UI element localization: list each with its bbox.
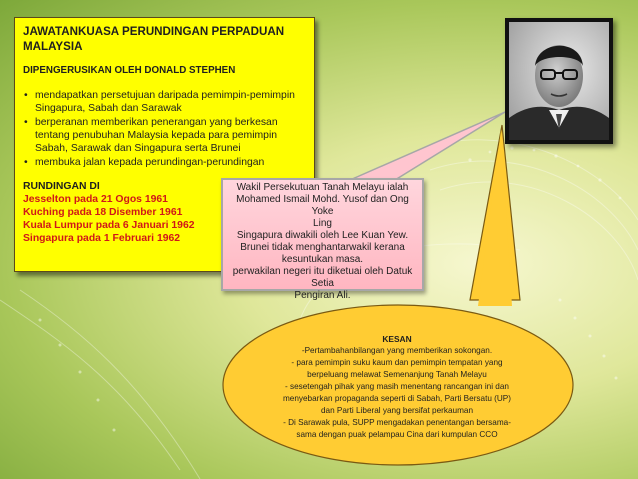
callout-line: kesuntukan masa. [281,254,364,265]
callout-line: Singapura diwakili oleh Lee Kuan Yew. [236,230,409,241]
portrait-image [505,18,613,144]
kesan-line: berpeluang melawat Semenanjung Tanah Melayu [307,370,487,379]
callout-line: Ling [313,218,332,229]
callout-line: Brunei tidak menghantarwakil kerana [240,242,405,253]
committee-chair: DIPENGERUSIKAN OLEH DONALD STEPHEN [23,65,236,76]
callout-line: Wakil Persekutuan Tanah Melayu ialah [236,182,409,193]
kesan-line: dan Parti Liberal yang bersifat perkauman [320,406,473,415]
list-item: • mendapatkan persetujuan daripada pemimpin-pemimpin Singapura, Sabah dan Sarawak [35,89,308,115]
kesan-line: menyebarkan propaganda seperti di Sabah, Parti Bersatu (UP) [282,394,511,403]
committee-title: JAWATANKUASA PERUNDINGAN PERPADUAN MALAYSIA [23,25,285,53]
list-item: • membuka jalan kepada perundingan-perundingan [35,156,308,169]
kesan-line: - para pemimpin suku kaum dan pemimpin tempatan yang [291,358,503,367]
rundingan-item: Jesselton pada 21 Ogos 1961 [23,194,168,205]
list-item: • berperanan memberikan penerangan yang berkesan tentang penubuhan Malaysia kepada para pemimpin Sabah, Sarawak dan Singapura serta Brunei [35,116,308,155]
kesan-line: - sesetengah pihak yang masih menentang rancangan ini dan [285,382,509,391]
kesan-line: sama dengan puak pelampau Cina dari kumpulan CCO [296,430,498,439]
callout-line: perwakilan negeri itu diketuai oleh Datuk Setia [232,266,413,289]
rundingan-heading: RUNDINGAN DI [23,181,100,192]
callout-line: Pengiran Ali. [294,290,351,301]
rundingan-item: Kuching pada 18 Disember 1961 [23,207,183,218]
portrait-photo [505,18,613,144]
kesan-line: - Di Sarawak pula, SUPP mengadakan penentangan bersama- [283,418,511,427]
callout-line: Mohamed Ismail Mohd. Yusof dan Ong Yoke [236,194,409,217]
kesan-text-block [247,333,547,441]
kesan-line: -Pertambahanbilangan yang memberikan sokongan. [301,346,493,355]
kesan-title: KESAN [382,334,412,344]
representatives-callout [221,178,424,301]
committee-roles-list [23,89,308,169]
rundingan-item: Kuala Lumpur pada 6 Januari 1962 [23,220,195,231]
rundingan-item: Singapura pada 1 Februari 1962 [23,233,181,244]
